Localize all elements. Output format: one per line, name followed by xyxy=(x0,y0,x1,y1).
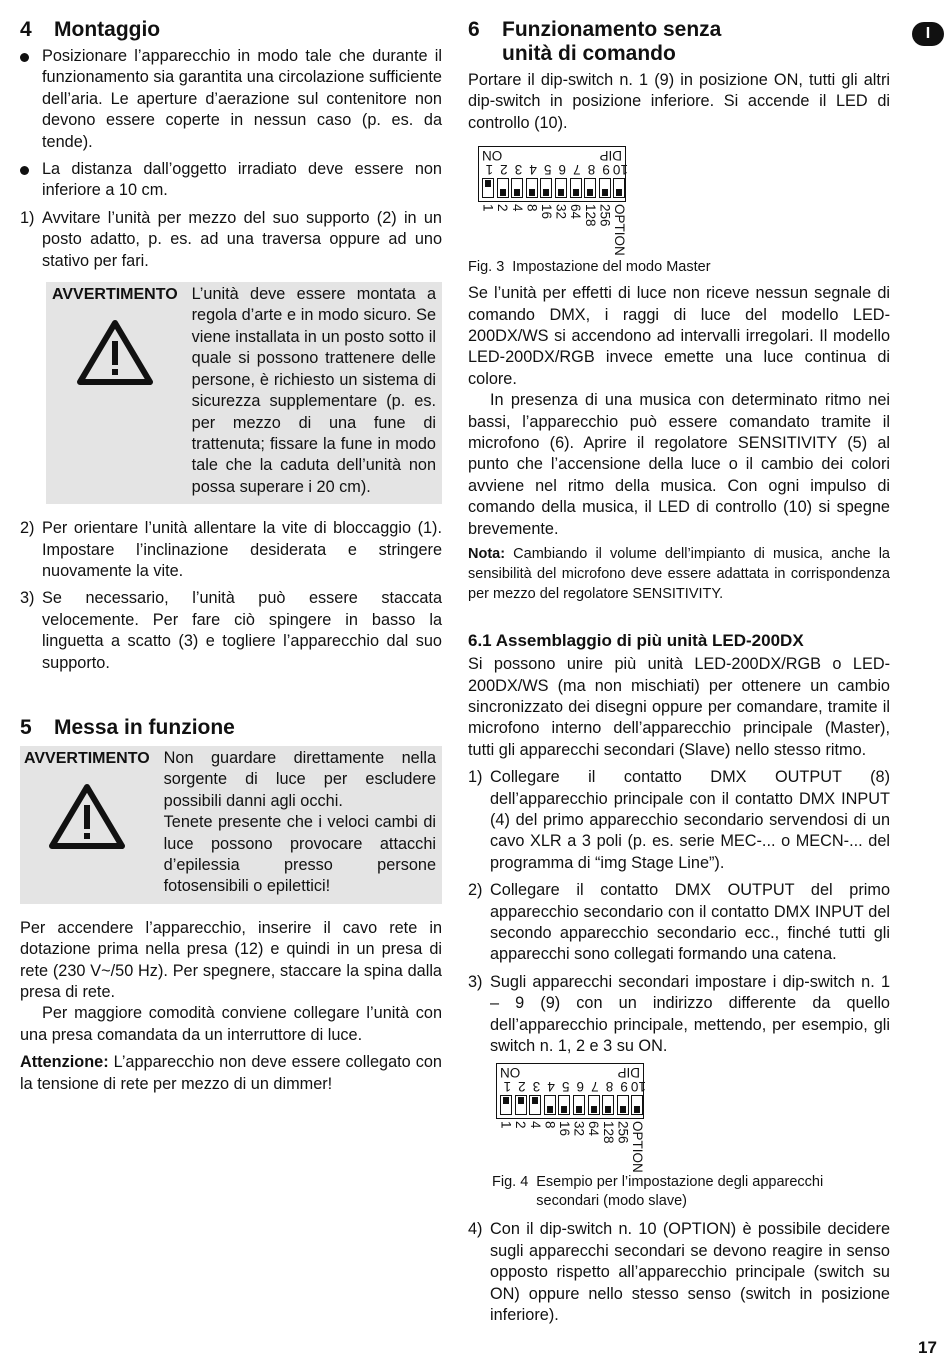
dip-switch xyxy=(584,178,596,198)
dip-number-label: 5 xyxy=(561,1079,570,1095)
step-item: 1) Collegare il contatto DMX OUTPUT (8) dell’apparecchio principale con il contatto DMX INPUT (4) del primo apparecchio secondario servendosi di un cavo XLR a 3 poli (p. es. serie MEC-... o MECN-... del programma di “img Stage Line”). xyxy=(468,768,890,872)
dip-switch xyxy=(555,178,567,198)
dip-number-label: 9 xyxy=(602,162,610,178)
dip-value-label: 128 xyxy=(582,204,598,227)
dip-switch xyxy=(588,1095,600,1115)
page-number: 17 xyxy=(918,1338,937,1357)
dip-value-label: 64 xyxy=(586,1121,602,1137)
dip-switch xyxy=(540,178,552,198)
dip-value-label: 256 xyxy=(597,204,613,227)
section-title: Messa in funzione xyxy=(54,715,235,739)
dip-switch xyxy=(544,1095,556,1115)
section-title: Funzionamento senza xyxy=(502,18,722,41)
dip-number-label: 10 xyxy=(630,1079,646,1095)
paragraph: Portare il dip-switch n. 1 (9) in posizione ON, tutti gli altri dip-switch in posizione inferiore. Si accende il LED di controllo (10). xyxy=(468,71,890,132)
dip-number-label: 3 xyxy=(532,1079,541,1095)
dip-value-label: 8 xyxy=(542,1121,558,1129)
dip-switch xyxy=(500,1095,512,1115)
section-number: 6 xyxy=(468,18,480,41)
dip-number-label: 8 xyxy=(587,162,596,178)
step-item: 2) Collegare il contatto DMX OUTPUT del primo apparecchio secondario con il contatto DMX INPUT del secondo apparecchio secondario ecc., finché tutti gli apparecchi sono collegati formando una catena. xyxy=(468,881,890,964)
dip-value-label: 128 xyxy=(600,1121,616,1144)
dip-label: DIP xyxy=(617,1065,640,1081)
bullet-dot-icon xyxy=(20,53,29,62)
dip-label: DIP xyxy=(599,148,622,164)
warning-triangle-icon xyxy=(49,783,125,849)
paragraph: Se l’unità per effetti di luce non riceve nessun segnale di comando DMX, i raggi di luce del modello LED-200DX/WS si accendono ad intervalli irregolari. Il modello LED-200DX/RGB invece emette una luce continua di colore. xyxy=(468,284,890,388)
dip-number-label: 1 xyxy=(485,162,494,178)
bullet-dot-icon xyxy=(20,166,29,175)
warning-label: AVVERTIMENTO xyxy=(24,749,150,767)
section-number: 5 xyxy=(20,715,32,739)
figure-caption: Fig. 4 Esempio per l’impostazione degli apparecchi secondari (modo slave) xyxy=(492,1174,824,1210)
dip-switch xyxy=(613,178,625,198)
warning-text: L’unità deve essere montata a regola d’arte e in modo sicuro. Se viene installata in un posto sotto il quale si possono trattenere delle persone, è richiesto un sistema di sicurezza supplementare (p. es. per mezzo di una fune di trattenuta; fissare la fune in modo tale che la caduta dell’unità non possa superare i 20 cm). xyxy=(191,285,436,496)
dip-number-label: 2 xyxy=(518,1079,526,1095)
dip-number-label: 6 xyxy=(558,162,567,178)
dip-value-label: 2 xyxy=(495,204,511,212)
section-title: unità di comando xyxy=(502,42,676,65)
dip-switch xyxy=(631,1095,643,1115)
dip-number-label: 1 xyxy=(503,1079,512,1095)
dip-number-label: 5 xyxy=(543,162,552,178)
dip-value-label: 8 xyxy=(524,204,540,212)
dip-number-label: 10 xyxy=(612,162,628,178)
dip-number-label: 7 xyxy=(591,1079,599,1095)
dip-switch xyxy=(558,1095,570,1115)
warning-text: Non guardare direttamente nella sorgente di luce per escludere possibili danni agli occhi. xyxy=(163,748,436,810)
right-column xyxy=(468,18,890,1332)
bullet-item: Posizionare l’apparecchio in modo tale che durante il funzionamento sia garantita una circolazione sufficiente dell’aria. Le aperture d’aerazione sul contenitore non devono essere coperte in nessun caso (p. es. da tende). xyxy=(20,46,442,153)
warning-box xyxy=(20,746,442,904)
dip-switch-diagram xyxy=(496,1063,666,1174)
dip-switch xyxy=(529,1095,541,1115)
dip-value-label: OPTION xyxy=(611,204,627,256)
dip-number-label: 4 xyxy=(529,162,537,178)
dip-number-label: 9 xyxy=(620,1079,628,1095)
warning-text: Tenete presente che i veloci cambi di luce possono provocare attacchi d’epilessia presso persone fotosensibili o epilettici! xyxy=(163,813,436,896)
dip-number-label: 6 xyxy=(576,1079,585,1095)
warning-label: AVVERTIMENTO xyxy=(52,286,178,304)
left-column xyxy=(20,18,442,1095)
paragraph: Si possono unire più unità LED-200DX/RGB o LED-200DX/WS (ma non mischiati) per ottenere un cambio sincronizzato dei disegni oppure per comandare, tramite il microfono interno dell’apparecchio principale (Master), tutti gli apparecchi secondari (Slave) nello stesso ritmo. xyxy=(468,655,890,759)
dip-value-label: 32 xyxy=(553,204,569,220)
dip-value-label: 4 xyxy=(527,1121,543,1129)
language-tab: I xyxy=(912,22,944,46)
section-6-heading xyxy=(468,18,890,66)
paragraph: In presenza di una musica con determinato ritmo nei bassi, l’apparecchio può essere comandato tramite il microfono (6). Aprire il regolatore SENSITIVITY (5) al punto che l’accensione della luce o il cambio dei colori avviene nel ritmo della musica. Con ogni impulso di comando della musica, il LED di controllo (10) si spegne brevemente. xyxy=(468,391,890,538)
dip-value-label: 1 xyxy=(480,204,496,212)
dip-number-label: 2 xyxy=(500,162,508,178)
section-number: 4 xyxy=(20,18,32,41)
dip-value-label: 32 xyxy=(571,1121,587,1137)
warning-triangle-icon xyxy=(77,319,153,385)
dip-value-label: 1 xyxy=(498,1121,514,1129)
dip-switch xyxy=(599,178,611,198)
bullet-item: La distanza dall’oggetto irradiato deve essere non inferiore a 10 cm. xyxy=(20,159,442,202)
dip-switch xyxy=(526,178,538,198)
figure-caption: Fig. 3 Impostazione del modo Master xyxy=(468,259,711,276)
dip-number-label: 8 xyxy=(605,1079,614,1095)
paragraph: Per accendere l’apparecchio, inserire il cavo rete in dotazione prima nella presa (12) e quindi in un presa di rete (230 V~/50 Hz). Per spegnere, staccare la spina dalla presa di rete. xyxy=(20,918,442,1002)
dip-value-label: 2 xyxy=(513,1121,529,1129)
dip-switch xyxy=(482,178,494,198)
section-title: Montaggio xyxy=(54,18,161,41)
dip-value-label: 64 xyxy=(568,204,584,220)
step-item: 2) Per orientare l’unità allentare la vite di bloccaggio (1). Impostare l’inclinazione desiderata e stringere nuovamente la vite. xyxy=(20,519,442,580)
note-paragraph: Nota: Cambiando il volume dell’impianto di musica, anche la sensibilità del microfono deve essere adattata in corrispondenza per mezzo del regolatore SENSITIVITY. xyxy=(468,546,890,603)
dip-switch xyxy=(511,178,523,198)
dip-number-label: 3 xyxy=(514,162,523,178)
step-item: 1) Avvitare l’unità per mezzo del suo supporto (2) in un posto adatto, p. es. ad una traversa oppure ad uno stativo per fari. xyxy=(20,208,442,270)
dip-switch xyxy=(497,178,509,198)
warning-box xyxy=(46,282,442,504)
dip-switch xyxy=(570,178,582,198)
dip-on-label: ON xyxy=(500,1065,521,1081)
dip-value-label: 256 xyxy=(615,1121,631,1144)
dip-switch xyxy=(602,1095,614,1115)
dip-value-label: 16 xyxy=(556,1121,572,1137)
dip-number-label: 7 xyxy=(573,162,581,178)
paragraph: Per maggiore comodità conviene collegare l’unità con una presa comandata da un interruttore di luce. xyxy=(20,1004,442,1044)
section-4-heading xyxy=(20,18,442,42)
dip-switch xyxy=(515,1095,527,1115)
dip-value-label: OPTION xyxy=(629,1121,645,1174)
dip-switch-diagram xyxy=(474,146,644,254)
step-item: 3) Se necessario, l’unità può essere staccata velocemente. Per fare ciò spingere in basso la linguetta a scatto (3) e togliere l’apparecchio dal suo supporto. xyxy=(20,589,442,672)
step-item: 4) Con il dip-switch n. 10 (OPTION) è possibile decidere sugli apparecchi secondari se devono reagire in senso opposto rispetto all’apparecchio principale (switch su ON) oppure nello stesso senso (switch in posizione inferiore). xyxy=(468,1220,890,1325)
dip-on-label: ON xyxy=(482,148,503,164)
dip-switch xyxy=(617,1095,629,1115)
dip-switch xyxy=(573,1095,585,1115)
section-5-heading xyxy=(20,716,442,740)
attention-paragraph: Attenzione: L’apparecchio non deve essere collegato con la tensione di rete per mezzo di un dimmer! xyxy=(20,1053,442,1093)
section-6-1-heading: 6.1 Assemblaggio di più unità LED-200DX xyxy=(468,631,804,651)
step-item: 3) Sugli apparecchi secondari impostare i dip-switch n. 1 – 9 (9) con un indirizzo differente da quello dell’apparecchio principale, mettendo, per esempio, gli switch n. 1, 2 e 3 su ON. xyxy=(468,972,890,1055)
dip-value-label: 4 xyxy=(509,204,525,212)
dip-value-label: 16 xyxy=(538,204,554,220)
dip-number-label: 4 xyxy=(547,1079,555,1095)
